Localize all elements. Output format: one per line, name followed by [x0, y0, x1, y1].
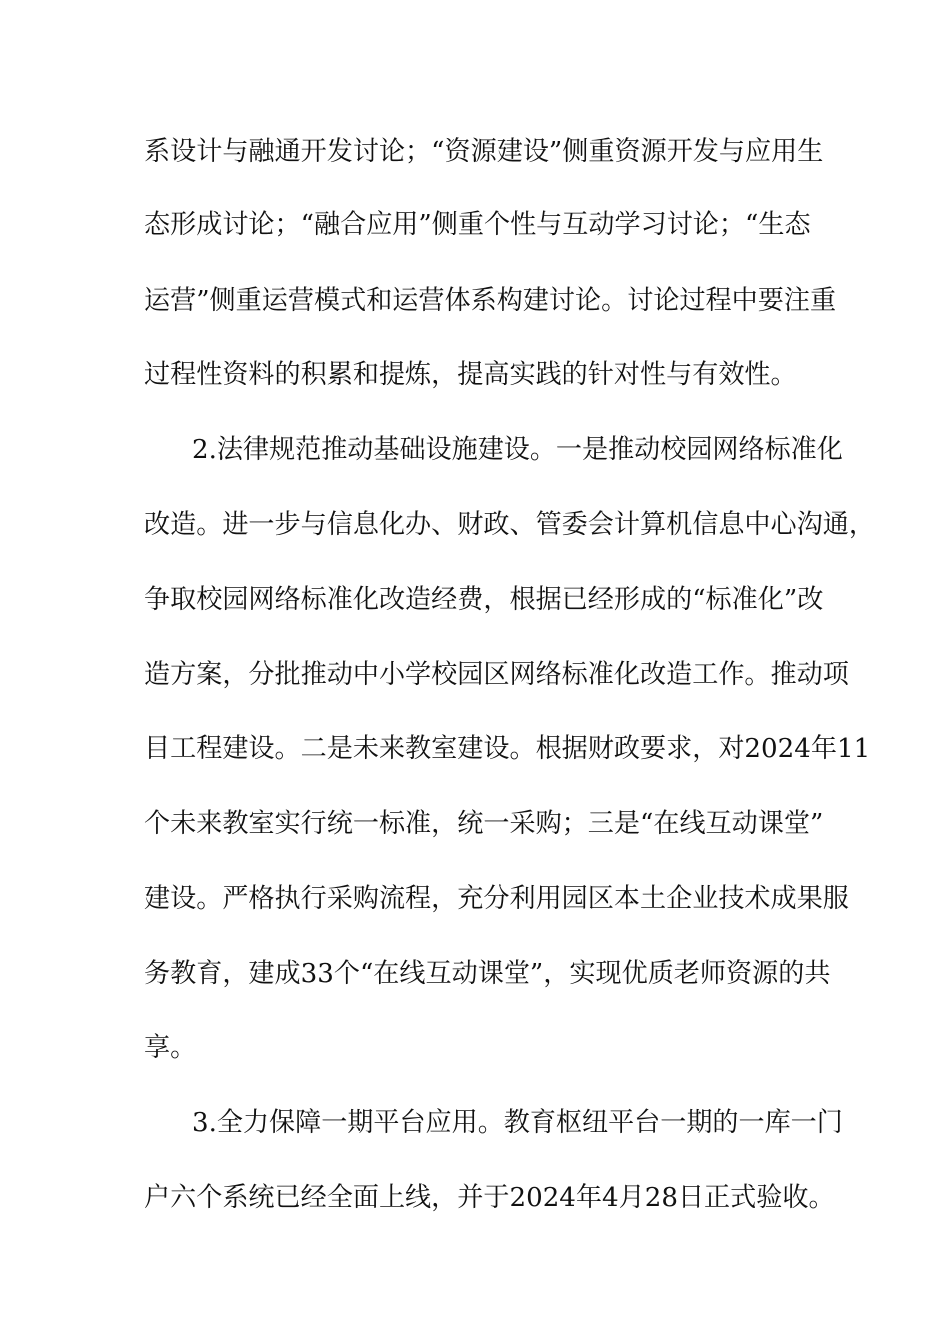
line-text: 3.全力保障一期平台应用。教育枢纽平台一期的一库一门 [192, 1107, 843, 1138]
text-line [0, 505, 950, 545]
text-line [0, 879, 950, 919]
text-line [0, 804, 950, 844]
text-line [0, 729, 950, 769]
line-text: 务教育，建成33个“在线互动课堂”，实现优质老师资源的共 [144, 958, 831, 989]
line-text: 态形成讨论；“融合应用”侧重个性与互动学习讨论；“生态 [144, 209, 811, 240]
line-text: 过程性资料的积累和提炼，提高实践的针对性与有效性。 [144, 359, 797, 390]
text-line [0, 132, 950, 172]
text-line [0, 281, 950, 321]
line-text: 目工程建设。二是未来教室建设。根据财政要求，对2024年11 [144, 733, 871, 764]
line-text: 户六个系统已经全面上线，并于2024年4月28日正式验收。 [144, 1182, 835, 1213]
text-line [0, 655, 950, 695]
line-text: 建设。严格执行采购流程，充分利用园区本土企业技术成果服 [144, 883, 849, 914]
text-line [0, 954, 950, 994]
text-line [0, 355, 950, 395]
line-text: 2.法律规范推动基础设施建设。一是推动校园网络标准化 [192, 434, 843, 465]
line-text: 系设计与融通开发讨论；“资源建设”侧重资源开发与应用生 [144, 136, 824, 167]
line-text: 运营”侧重运营模式和运营体系构建讨论。讨论过程中要注重 [144, 285, 837, 316]
text-line [0, 205, 950, 245]
text-line [0, 1103, 950, 1143]
line-text: 争取校园网络标准化改造经费，根据已经形成的“标准化”改 [144, 584, 824, 615]
line-text: 个未来教室实行统一标准，统一采购；三是“在线互动课堂” [144, 808, 824, 839]
text-line [0, 580, 950, 620]
line-text: 享。 [144, 1032, 197, 1063]
text-line [0, 1028, 950, 1068]
text-line [0, 1178, 950, 1218]
text-line [0, 430, 950, 470]
line-text: 改造。进一步与信息化办、财政、管委会计算机信息中心沟通， [144, 509, 875, 540]
line-text: 造方案，分批推动中小学校园区网络标准化改造工作。推动项 [144, 659, 849, 690]
